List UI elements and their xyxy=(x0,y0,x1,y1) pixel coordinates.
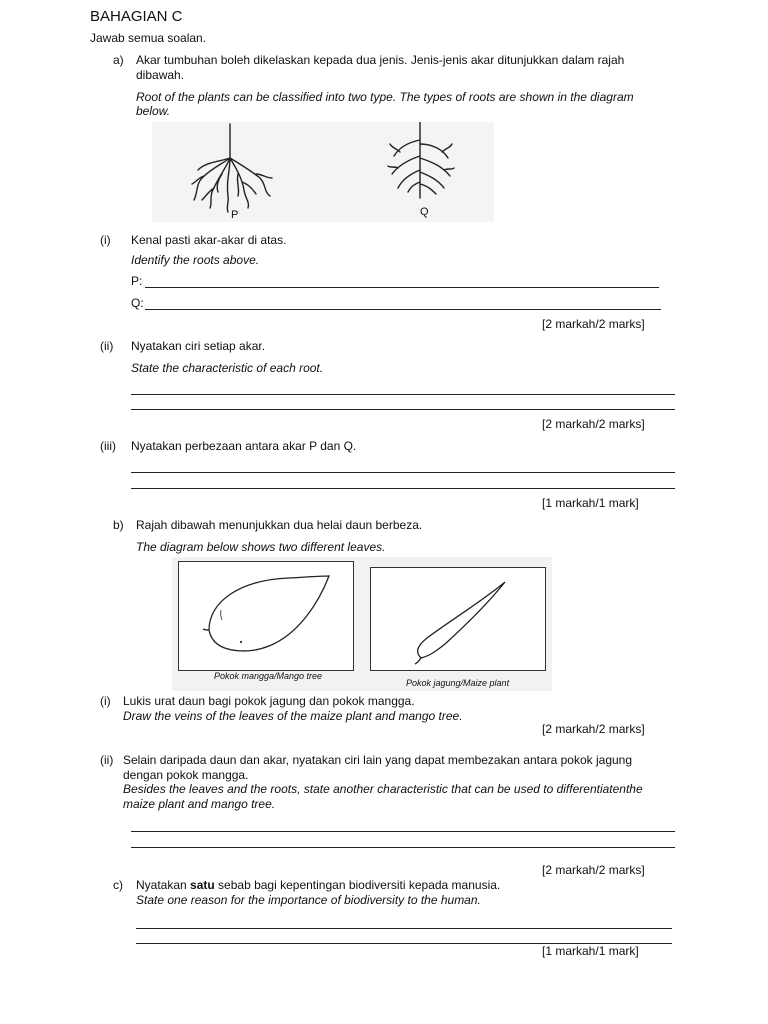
qc-ms-bold: satu xyxy=(190,878,215,892)
qa-ii-number: (ii) xyxy=(100,339,114,353)
qb-ii-text-en-line1: Besides the leaves and the roots, state another characteristic that can be used to differentiatenthe xyxy=(123,782,643,796)
answer-line[interactable] xyxy=(131,394,675,395)
qa-i-marks: [2 markah/2 marks] xyxy=(542,317,645,331)
question-b-text-ms: Rajah dibawah menunjukkan dua helai daun berbeza. xyxy=(136,518,423,532)
qa-i-p-label: P: xyxy=(131,274,143,288)
answer-line-p[interactable] xyxy=(145,287,659,288)
qa-iii-number: (iii) xyxy=(100,439,116,453)
question-a-text-en-line1: Root of the plants can be classified into two type. The types of roots are shown in the diagram xyxy=(136,90,634,104)
answer-line[interactable] xyxy=(131,488,675,489)
qa-ii-text-en: State the characteristic of each root. xyxy=(131,361,324,375)
qa-iii-marks: [1 markah/1 mark] xyxy=(542,496,639,510)
qa-i-text-en: Identify the roots above. xyxy=(131,253,260,267)
question-b-text-en: The diagram below shows two different leaves. xyxy=(136,540,386,554)
root-label-q: Q xyxy=(420,206,429,218)
qa-i-number: (i) xyxy=(100,233,111,247)
question-a-text-en-line2: below. xyxy=(136,104,171,118)
maize-leaf-box xyxy=(370,567,546,671)
question-c-text-ms xyxy=(136,878,500,892)
qa-ii-text-ms: Nyatakan ciri setiap akar. xyxy=(131,339,266,353)
answer-line[interactable] xyxy=(131,831,675,832)
leaves-diagram xyxy=(172,557,552,691)
answer-line[interactable] xyxy=(131,472,675,473)
question-a-label: a) xyxy=(113,53,124,67)
qb-ii-number: (ii) xyxy=(100,753,114,767)
maize-caption: Pokok jagung/Maize plant xyxy=(406,678,510,688)
qb-i-marks: [2 markah/2 marks] xyxy=(542,722,645,736)
qb-ii-text-ms-line1: Selain daripada daun dan akar, nyatakan ciri lain yang dapat membezakan antara pokok jagung xyxy=(123,753,633,767)
qb-i-text-ms: Lukis urat daun bagi pokok jagung dan pokok mangga. xyxy=(123,694,415,708)
mango-leaf-illustration xyxy=(179,562,353,670)
qc-marks: [1 markah/1 mark] xyxy=(542,944,639,958)
root-label-p: P xyxy=(231,209,239,221)
qb-i-text-en: Draw the veins of the leaves of the maize plant and mango tree. xyxy=(123,709,463,723)
maize-leaf-illustration xyxy=(371,568,545,670)
question-a-text-ms-line2: dibawah. xyxy=(136,68,185,82)
qa-i-q-label: Q: xyxy=(131,296,144,310)
qb-ii-text-en-line2: maize plant and mango tree. xyxy=(123,797,276,811)
qa-ii-marks: [2 markah/2 marks] xyxy=(542,417,645,431)
roots-illustration xyxy=(152,122,494,222)
instruction: Jawab semua soalan. xyxy=(90,31,207,45)
mango-caption: Pokok mangga/Mango tree xyxy=(214,671,323,681)
qb-ii-text-ms-line2: dengan pokok mangga. xyxy=(123,768,249,782)
qa-iii-text-ms: Nyatakan perbezaan antara akar P dan Q. xyxy=(131,439,357,453)
taproot-q xyxy=(388,122,454,198)
question-c-text-en: State one reason for the importance of biodiversity to the human. xyxy=(136,893,481,907)
qc-ms-post: sebab bagi kepentingan biodiversiti kepada manusia. xyxy=(214,878,501,892)
fibrous-root-p xyxy=(192,124,272,212)
question-c-label: c) xyxy=(113,878,123,892)
qb-i-number: (i) xyxy=(100,694,111,708)
section-title: BAHAGIAN C xyxy=(90,8,183,25)
answer-line[interactable] xyxy=(131,847,675,848)
question-a-text-ms-line1: Akar tumbuhan boleh dikelaskan kepada dua jenis. Jenis-jenis akar ditunjukkan dalam rajah xyxy=(136,53,625,67)
qc-ms-pre: Nyatakan xyxy=(136,878,191,892)
answer-line[interactable] xyxy=(136,928,672,929)
answer-line-q[interactable] xyxy=(145,309,661,310)
question-b-label: b) xyxy=(113,518,124,532)
qb-ii-marks: [2 markah/2 marks] xyxy=(542,863,645,877)
mango-leaf-box xyxy=(178,561,354,671)
roots-diagram xyxy=(152,122,494,222)
answer-line[interactable] xyxy=(131,409,675,410)
qa-i-text-ms: Kenal pasti akar-akar di atas. xyxy=(131,233,287,247)
